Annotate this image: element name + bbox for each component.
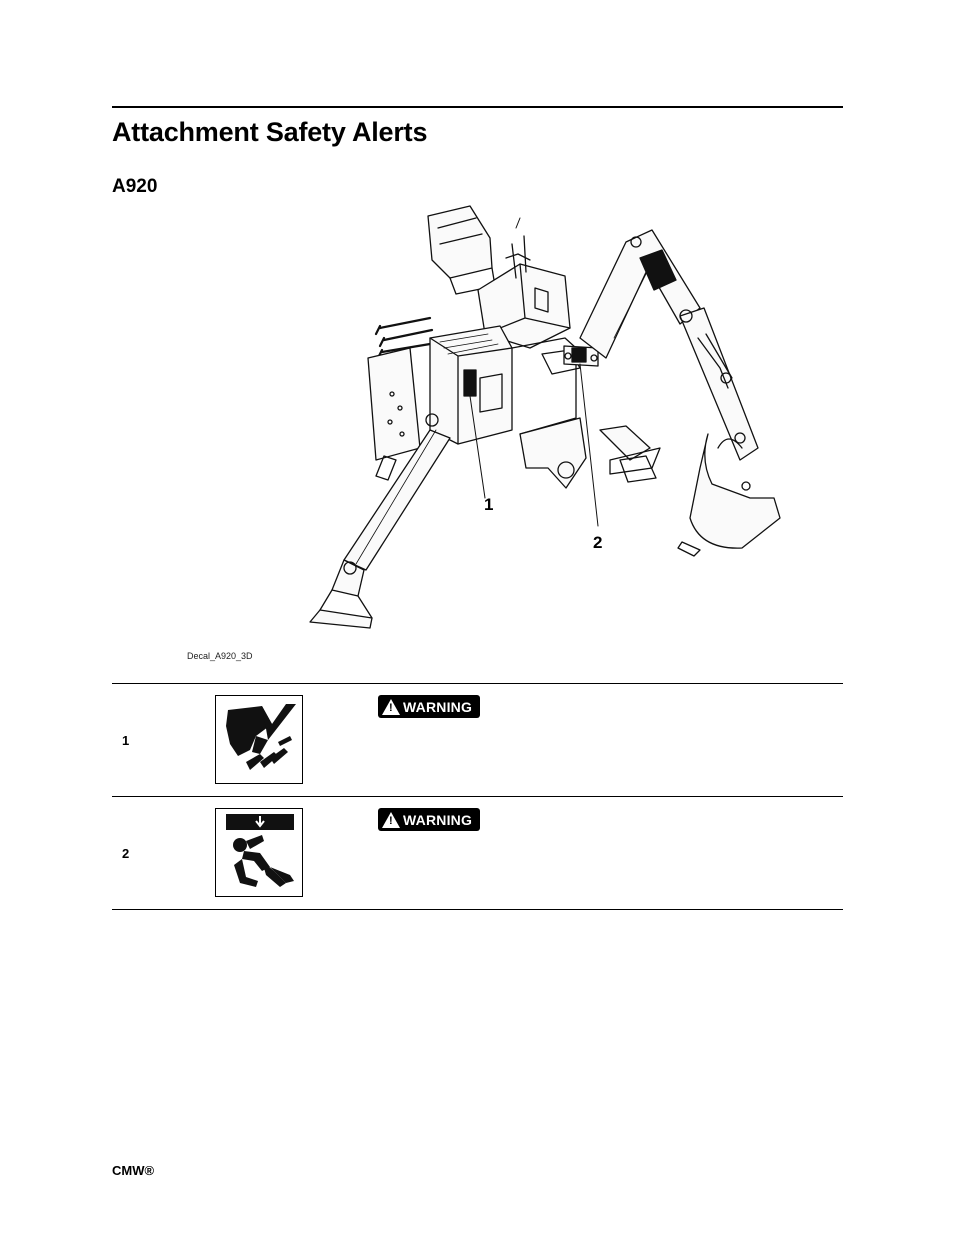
backhoe-illustration	[280, 198, 800, 670]
page-title: Attachment Safety Alerts	[112, 117, 428, 147]
decal-row	[112, 684, 843, 797]
warning-badge: ! WARNING	[378, 695, 480, 718]
alert-triangle-icon: !	[382, 812, 400, 828]
decal-number: 2	[122, 846, 130, 861]
footer-brand: CMW®	[112, 1163, 155, 1178]
decal-table	[112, 683, 843, 910]
warning-badge: ! WARNING	[378, 808, 480, 831]
alert-triangle-icon: !	[382, 699, 400, 715]
callout-label-2: 2	[593, 533, 603, 552]
hand-crush-icon	[215, 695, 303, 784]
top-rule	[112, 106, 843, 108]
figure-caption: Decal_A920_3D	[187, 651, 253, 661]
decal-number: 1	[122, 733, 130, 748]
falling-object-crush-icon	[215, 808, 303, 897]
callout-label-1: 1	[484, 495, 494, 514]
decal-row	[112, 797, 843, 910]
section-title: A920	[112, 176, 158, 197]
